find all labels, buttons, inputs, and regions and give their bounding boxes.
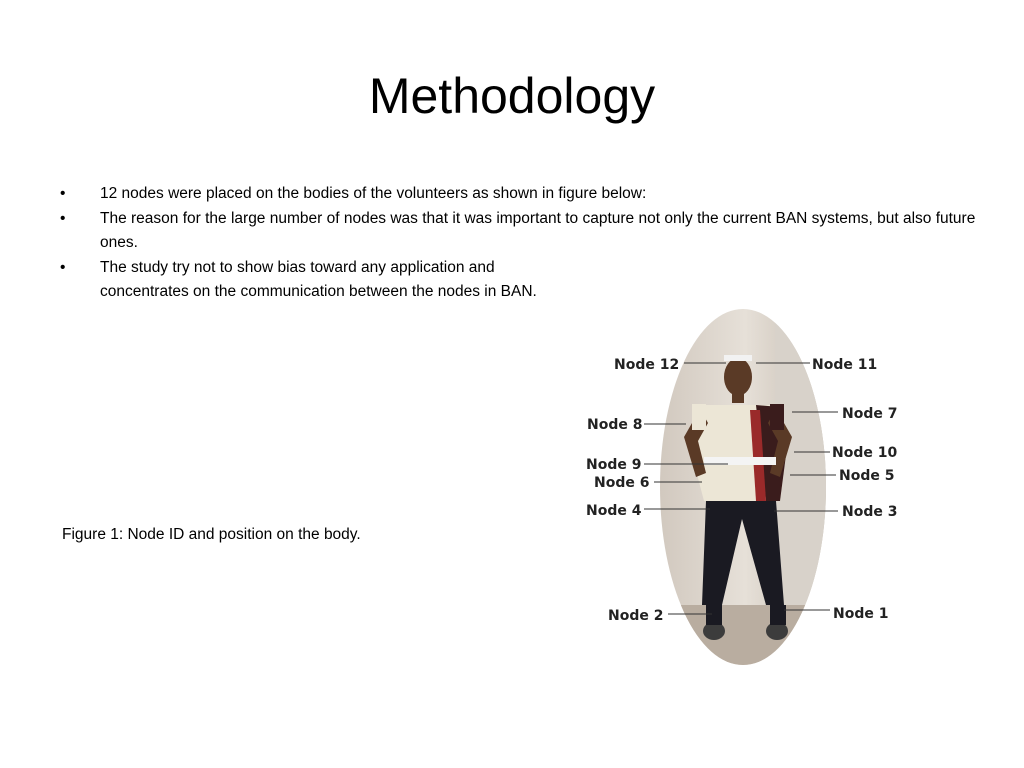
node-12-label: Node 12 [614, 357, 680, 373]
node-9-label: Node 9 [586, 457, 642, 473]
figure-caption: Figure 1: Node ID and position on the body. [62, 526, 361, 543]
bullet-item [60, 256, 570, 305]
bullet-text: 12 nodes were placed on the bodies of the volunteers as shown in figure below: [100, 185, 647, 202]
node-3-label: Node 3 [842, 504, 898, 520]
node-5-label: Node 5 [839, 468, 895, 484]
bullet-item [60, 207, 980, 256]
node-4-label: Node 4 [586, 503, 642, 519]
node-1-label: Node 1 [833, 606, 889, 622]
bullet-list [60, 182, 980, 305]
node-10-label: Node 10 [832, 445, 898, 461]
body-node-diagram [580, 305, 910, 670]
node-6-label: Node 6 [594, 475, 650, 491]
bullet-text: The reason for the large number of nodes was that it was important to capture not only the current BAN systems, but also future ones. [100, 209, 976, 251]
bullet-text: The study try not to show bias toward any application and concentrates on the communication between the nodes in BAN. [100, 258, 537, 300]
node-8-label: Node 8 [587, 417, 643, 433]
node-11-label: Node 11 [812, 357, 878, 373]
bullet-glyph: • [60, 258, 66, 276]
body-node-figure [580, 305, 910, 670]
node-2-label: Node 2 [608, 608, 664, 624]
bullet-glyph: • [60, 209, 66, 227]
bullet-glyph: • [60, 185, 66, 202]
bullet-item [60, 182, 980, 207]
slide-title: Methodology [368, 68, 656, 124]
node-7-label: Node 7 [842, 406, 898, 422]
